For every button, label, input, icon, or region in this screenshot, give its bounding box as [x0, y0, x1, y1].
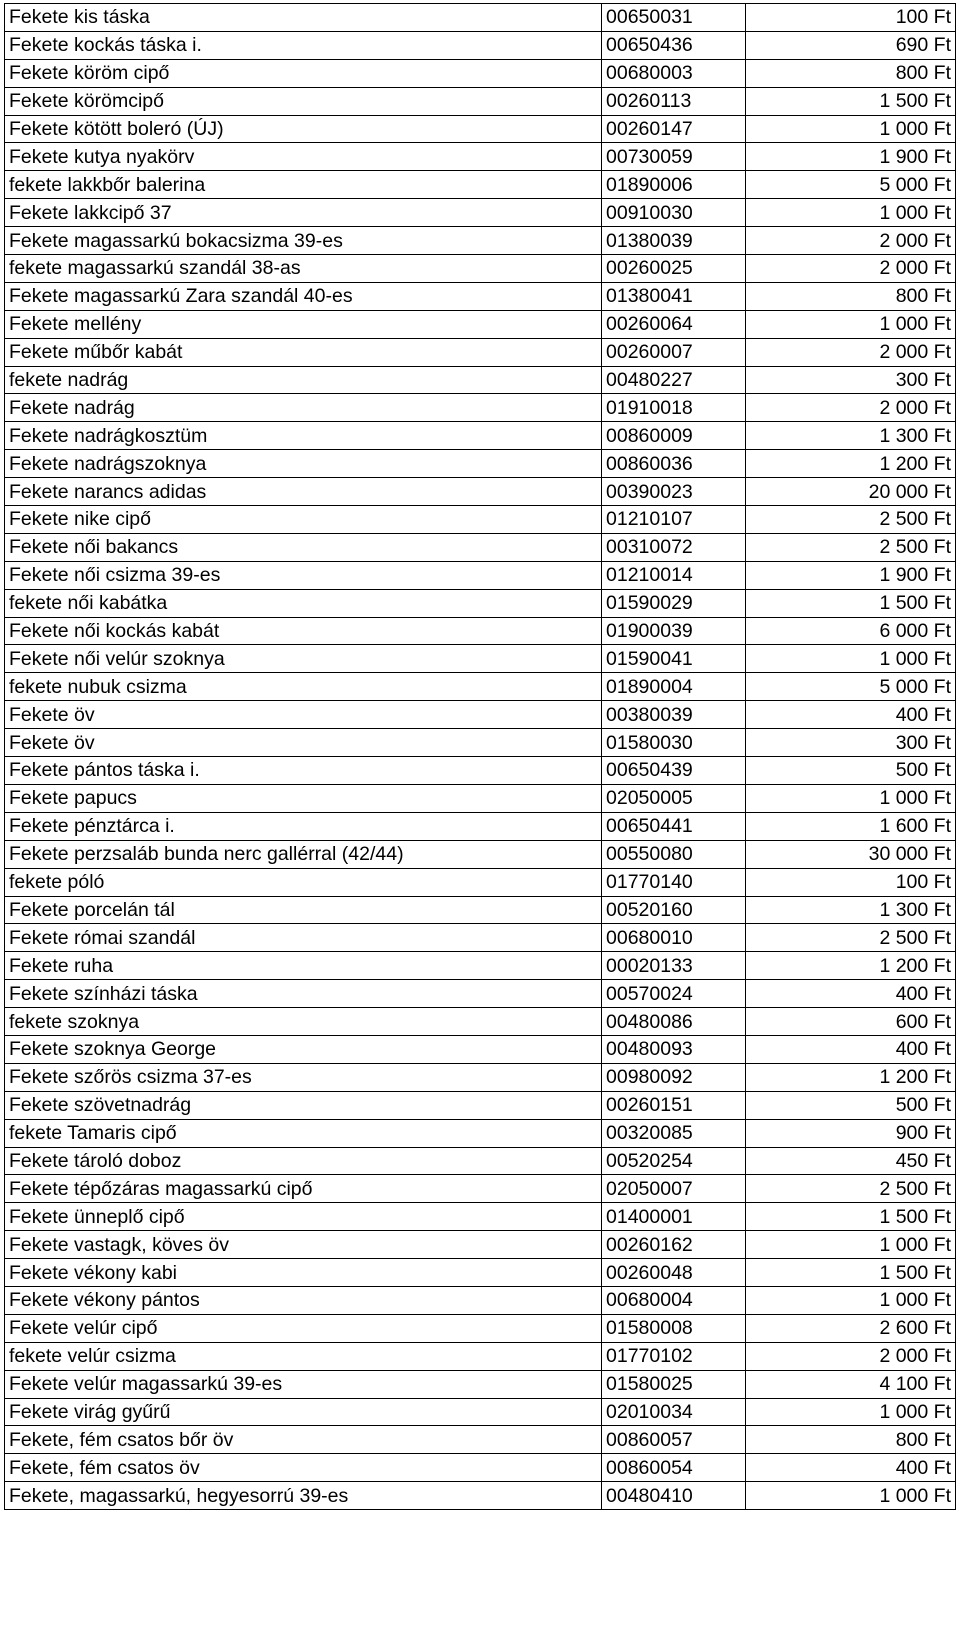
- item-name-cell: Fekete vékony pántos: [5, 1286, 602, 1314]
- item-price-cell: 400 Ft: [746, 701, 956, 729]
- item-name-cell: Fekete, fém csatos öv: [5, 1454, 602, 1482]
- item-name-cell: Fekete körömcipő: [5, 87, 602, 115]
- item-code-cell: 00260048: [602, 1259, 746, 1287]
- item-price-cell: 1 000 Ft: [746, 115, 956, 143]
- item-code-cell: 01910018: [602, 394, 746, 422]
- item-code-cell: 01400001: [602, 1203, 746, 1231]
- item-price-cell: 1 500 Ft: [746, 87, 956, 115]
- table-row: [5, 980, 956, 1008]
- table-row: [5, 589, 956, 617]
- item-code-cell: 01890006: [602, 171, 746, 199]
- item-name-cell: Fekete női bakancs: [5, 533, 602, 561]
- item-code-cell: 00260151: [602, 1091, 746, 1119]
- item-name-cell: Fekete nadrág: [5, 394, 602, 422]
- item-price-cell: 900 Ft: [746, 1119, 956, 1147]
- table-row: [5, 617, 956, 645]
- item-name-cell: Fekete műbőr kabát: [5, 338, 602, 366]
- table-row: [5, 1147, 956, 1175]
- item-code-cell: 01890004: [602, 673, 746, 701]
- item-name-cell: Fekete pénztárca i.: [5, 812, 602, 840]
- table-row: [5, 1454, 956, 1482]
- item-name-cell: Fekete tépőzáras magassarkú cipő: [5, 1175, 602, 1203]
- item-name-cell: Fekete nike cipő: [5, 506, 602, 534]
- table-row: [5, 1259, 956, 1287]
- item-price-cell: 690 Ft: [746, 31, 956, 59]
- item-price-cell: 1 200 Ft: [746, 450, 956, 478]
- table-row: [5, 1426, 956, 1454]
- item-price-cell: 1 000 Ft: [746, 199, 956, 227]
- item-name-cell: Fekete kutya nyakörv: [5, 143, 602, 171]
- item-name-cell: Fekete velúr magassarkú 39-es: [5, 1370, 602, 1398]
- item-name-cell: fekete nadrág: [5, 366, 602, 394]
- item-name-cell: fekete nubuk csizma: [5, 673, 602, 701]
- item-name-cell: Fekete virág gyűrű: [5, 1398, 602, 1426]
- item-name-cell: Fekete szőrös csizma 37-es: [5, 1063, 602, 1091]
- item-code-cell: 00390023: [602, 478, 746, 506]
- item-name-cell: Fekete nadrágszoknya: [5, 450, 602, 478]
- item-code-cell: 01210107: [602, 506, 746, 534]
- table-row: [5, 701, 956, 729]
- table-row: [5, 1286, 956, 1314]
- item-price-cell: 1 000 Ft: [746, 784, 956, 812]
- item-name-cell: Fekete, fém csatos bőr öv: [5, 1426, 602, 1454]
- item-price-cell: 1 000 Ft: [746, 1482, 956, 1510]
- table-row: [5, 757, 956, 785]
- item-name-cell: Fekete vastagk, köves öv: [5, 1231, 602, 1259]
- item-price-cell: 2 000 Ft: [746, 338, 956, 366]
- item-name-cell: Fekete pántos táska i.: [5, 757, 602, 785]
- table-row: [5, 645, 956, 673]
- item-name-cell: Fekete tároló doboz: [5, 1147, 602, 1175]
- item-code-cell: 01770140: [602, 868, 746, 896]
- item-code-cell: 01380041: [602, 282, 746, 310]
- table-row: [5, 1342, 956, 1370]
- item-name-cell: Fekete női velúr szoknya: [5, 645, 602, 673]
- item-code-cell: 02050005: [602, 784, 746, 812]
- item-price-cell: 1 300 Ft: [746, 422, 956, 450]
- item-code-cell: 01590041: [602, 645, 746, 673]
- item-price-cell: 2 000 Ft: [746, 1342, 956, 1370]
- item-code-cell: 00650031: [602, 4, 746, 32]
- item-code-cell: 00260007: [602, 338, 746, 366]
- table-row: [5, 896, 956, 924]
- item-price-cell: 450 Ft: [746, 1147, 956, 1175]
- table-row: [5, 561, 956, 589]
- item-price-cell: 400 Ft: [746, 1035, 956, 1063]
- table-row: [5, 1398, 956, 1426]
- table-row: [5, 394, 956, 422]
- item-name-cell: Fekete öv: [5, 701, 602, 729]
- item-code-cell: 01580030: [602, 729, 746, 757]
- item-price-cell: 20 000 Ft: [746, 478, 956, 506]
- table-row: [5, 729, 956, 757]
- item-price-cell: 1 200 Ft: [746, 1063, 956, 1091]
- item-code-cell: 00260162: [602, 1231, 746, 1259]
- item-price-cell: 1 000 Ft: [746, 1286, 956, 1314]
- item-price-cell: 6 000 Ft: [746, 617, 956, 645]
- table-row: [5, 533, 956, 561]
- item-code-cell: 00480086: [602, 1008, 746, 1036]
- table-row: [5, 255, 956, 283]
- table-row: [5, 1035, 956, 1063]
- item-code-cell: 00320085: [602, 1119, 746, 1147]
- table-row: [5, 1119, 956, 1147]
- table-row: [5, 784, 956, 812]
- item-code-cell: 00260025: [602, 255, 746, 283]
- item-price-cell: 100 Ft: [746, 868, 956, 896]
- item-code-cell: 01380039: [602, 227, 746, 255]
- table-row: [5, 171, 956, 199]
- item-code-cell: 00860009: [602, 422, 746, 450]
- item-price-cell: 1 000 Ft: [746, 1398, 956, 1426]
- item-price-cell: 800 Ft: [746, 282, 956, 310]
- item-code-cell: 02050007: [602, 1175, 746, 1203]
- item-price-cell: 4 100 Ft: [746, 1370, 956, 1398]
- item-price-cell: 500 Ft: [746, 757, 956, 785]
- item-code-cell: 00520254: [602, 1147, 746, 1175]
- table-row: [5, 1063, 956, 1091]
- item-code-cell: 00310072: [602, 533, 746, 561]
- item-price-cell: 1 600 Ft: [746, 812, 956, 840]
- item-price-cell: 500 Ft: [746, 1091, 956, 1119]
- table-row: [5, 282, 956, 310]
- item-price-cell: 300 Ft: [746, 729, 956, 757]
- item-name-cell: Fekete papucs: [5, 784, 602, 812]
- item-name-cell: fekete velúr csizma: [5, 1342, 602, 1370]
- item-price-cell: 1 500 Ft: [746, 589, 956, 617]
- item-name-cell: Fekete magassarkú Zara szandál 40-es: [5, 282, 602, 310]
- item-price-cell: 2 000 Ft: [746, 227, 956, 255]
- item-name-cell: Fekete öv: [5, 729, 602, 757]
- price-list-table: [4, 3, 956, 1510]
- item-code-cell: 00680004: [602, 1286, 746, 1314]
- table-row: [5, 1231, 956, 1259]
- table-row: [5, 1091, 956, 1119]
- item-code-cell: 01900039: [602, 617, 746, 645]
- item-price-cell: 2 000 Ft: [746, 255, 956, 283]
- item-name-cell: Fekete római szandál: [5, 924, 602, 952]
- item-name-cell: Fekete magassarkú bokacsizma 39-es: [5, 227, 602, 255]
- item-name-cell: Fekete ruha: [5, 952, 602, 980]
- table-row: [5, 31, 956, 59]
- item-price-cell: 5 000 Ft: [746, 171, 956, 199]
- table-row: [5, 87, 956, 115]
- table-row: [5, 4, 956, 32]
- item-code-cell: 01580025: [602, 1370, 746, 1398]
- item-price-cell: 2 600 Ft: [746, 1314, 956, 1342]
- item-price-cell: 1 000 Ft: [746, 310, 956, 338]
- table-row: [5, 1175, 956, 1203]
- item-name-cell: Fekete, magassarkú, hegyesorrú 39-es: [5, 1482, 602, 1510]
- item-name-cell: Fekete velúr cipő: [5, 1314, 602, 1342]
- item-price-cell: 30 000 Ft: [746, 840, 956, 868]
- item-price-cell: 2 000 Ft: [746, 394, 956, 422]
- item-code-cell: 00260064: [602, 310, 746, 338]
- item-price-cell: 400 Ft: [746, 1454, 956, 1482]
- item-code-cell: 01590029: [602, 589, 746, 617]
- item-price-cell: 1 000 Ft: [746, 1231, 956, 1259]
- item-code-cell: 00550080: [602, 840, 746, 868]
- table-row: [5, 506, 956, 534]
- table-row: [5, 310, 956, 338]
- table-row: [5, 1203, 956, 1231]
- item-price-cell: 1 500 Ft: [746, 1203, 956, 1231]
- item-price-cell: 1 900 Ft: [746, 561, 956, 589]
- item-price-cell: 1 000 Ft: [746, 645, 956, 673]
- item-name-cell: Fekete narancs adidas: [5, 478, 602, 506]
- item-name-cell: fekete Tamaris cipő: [5, 1119, 602, 1147]
- item-code-cell: 01580008: [602, 1314, 746, 1342]
- item-name-cell: Fekete ünneplő cipő: [5, 1203, 602, 1231]
- item-name-cell: Fekete porcelán tál: [5, 896, 602, 924]
- item-code-cell: 02010034: [602, 1398, 746, 1426]
- table-row: [5, 227, 956, 255]
- item-name-cell: Fekete lakkcipő 37: [5, 199, 602, 227]
- item-price-cell: 2 500 Ft: [746, 924, 956, 952]
- item-code-cell: 00520160: [602, 896, 746, 924]
- table-row: [5, 868, 956, 896]
- table-row: [5, 840, 956, 868]
- table-row: [5, 422, 956, 450]
- item-price-cell: 400 Ft: [746, 980, 956, 1008]
- item-name-cell: Fekete kötött boleró (ÚJ): [5, 115, 602, 143]
- table-row: [5, 1314, 956, 1342]
- item-code-cell: 00910030: [602, 199, 746, 227]
- item-code-cell: 01210014: [602, 561, 746, 589]
- item-code-cell: 00260147: [602, 115, 746, 143]
- item-code-cell: 00980092: [602, 1063, 746, 1091]
- price-list-body: [5, 4, 956, 1510]
- item-code-cell: 00650439: [602, 757, 746, 785]
- item-code-cell: 00260113: [602, 87, 746, 115]
- item-name-cell: Fekete női kockás kabát: [5, 617, 602, 645]
- item-name-cell: Fekete vékony kabi: [5, 1259, 602, 1287]
- item-code-cell: 00860054: [602, 1454, 746, 1482]
- item-code-cell: 01770102: [602, 1342, 746, 1370]
- item-price-cell: 1 500 Ft: [746, 1259, 956, 1287]
- item-name-cell: fekete póló: [5, 868, 602, 896]
- item-price-cell: 1 300 Ft: [746, 896, 956, 924]
- item-price-cell: 800 Ft: [746, 59, 956, 87]
- table-row: [5, 59, 956, 87]
- table-row: [5, 1370, 956, 1398]
- item-code-cell: 00570024: [602, 980, 746, 1008]
- item-price-cell: 1 900 Ft: [746, 143, 956, 171]
- item-price-cell: 2 500 Ft: [746, 506, 956, 534]
- item-name-cell: Fekete női csizma 39-es: [5, 561, 602, 589]
- item-price-cell: 2 500 Ft: [746, 533, 956, 561]
- table-row: [5, 199, 956, 227]
- item-code-cell: 00480093: [602, 1035, 746, 1063]
- table-row: [5, 1482, 956, 1510]
- table-row: [5, 115, 956, 143]
- item-price-cell: 600 Ft: [746, 1008, 956, 1036]
- item-price-cell: 800 Ft: [746, 1426, 956, 1454]
- item-name-cell: Fekete kis táska: [5, 4, 602, 32]
- table-row: [5, 338, 956, 366]
- item-code-cell: 00650441: [602, 812, 746, 840]
- item-code-cell: 00650436: [602, 31, 746, 59]
- item-name-cell: Fekete perzsaláb bunda nerc gallérral (42/44): [5, 840, 602, 868]
- item-name-cell: fekete lakkbőr balerina: [5, 171, 602, 199]
- table-row: [5, 1008, 956, 1036]
- table-row: [5, 478, 956, 506]
- item-code-cell: 00680003: [602, 59, 746, 87]
- item-code-cell: 00860057: [602, 1426, 746, 1454]
- item-name-cell: Fekete kockás táska i.: [5, 31, 602, 59]
- table-row: [5, 143, 956, 171]
- item-code-cell: 00730059: [602, 143, 746, 171]
- item-price-cell: 300 Ft: [746, 366, 956, 394]
- item-name-cell: fekete női kabátka: [5, 589, 602, 617]
- item-price-cell: 100 Ft: [746, 4, 956, 32]
- item-code-cell: 00480227: [602, 366, 746, 394]
- item-code-cell: 00020133: [602, 952, 746, 980]
- item-name-cell: Fekete nadrágkosztüm: [5, 422, 602, 450]
- item-name-cell: fekete magassarkú szandál 38-as: [5, 255, 602, 283]
- item-code-cell: 00380039: [602, 701, 746, 729]
- item-price-cell: 1 200 Ft: [746, 952, 956, 980]
- item-name-cell: Fekete köröm cipő: [5, 59, 602, 87]
- item-name-cell: fekete szoknya: [5, 1008, 602, 1036]
- table-row: [5, 924, 956, 952]
- item-name-cell: Fekete színházi táska: [5, 980, 602, 1008]
- item-code-cell: 00680010: [602, 924, 746, 952]
- item-name-cell: Fekete szoknya George: [5, 1035, 602, 1063]
- table-row: [5, 366, 956, 394]
- table-row: [5, 812, 956, 840]
- table-row: [5, 952, 956, 980]
- item-price-cell: 2 500 Ft: [746, 1175, 956, 1203]
- table-row: [5, 450, 956, 478]
- item-name-cell: Fekete szövetnadrág: [5, 1091, 602, 1119]
- item-code-cell: 00860036: [602, 450, 746, 478]
- table-row: [5, 673, 956, 701]
- item-price-cell: 5 000 Ft: [746, 673, 956, 701]
- item-code-cell: 00480410: [602, 1482, 746, 1510]
- item-name-cell: Fekete mellény: [5, 310, 602, 338]
